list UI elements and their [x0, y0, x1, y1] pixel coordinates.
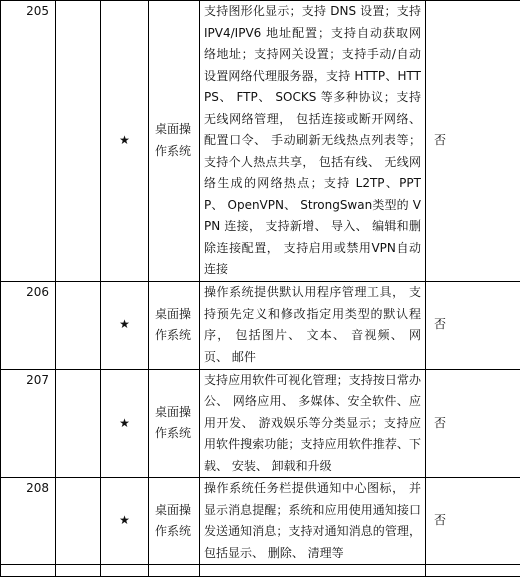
table-row	[1, 478, 520, 565]
response-cell: 否	[426, 1, 520, 282]
response-cell: 否	[426, 478, 520, 565]
category-cell: 桌面操作系统	[149, 281, 200, 369]
response-cell: 否	[426, 281, 520, 369]
category-cell: 桌面操作系统	[149, 1, 200, 282]
blank-cell	[56, 565, 101, 577]
blank-cell	[56, 478, 101, 565]
blank-cell	[426, 565, 520, 577]
blank-cell	[101, 565, 149, 577]
blank-cell	[200, 565, 426, 577]
description-cell: 支持图形化显示；支持 DNS 设置；支持 IPV4/IPV6 地址配置；支持自动获取网络地址；支持网关设置；支持手动/自动设置网络代理服务器，支持 HTTP、HTTPS、 FTP、 SOCKS 等多种协议；支持无线网络管理， 包括连接或断开网络、 配置口令、 手动刷新无线热点列表等；支持个人热点共享， 包括有线、 无线网络生成的网络热点；支持 L2TP、PPTP、 OpenVPN、 StrongSwan类型的 VPN 连接， 支持新增、 导入、 编辑和删除连接配置， 支持启用或禁用VPN自动连接	[200, 1, 426, 282]
description-cell: 操作系统任务栏提供通知中心图标， 并显示消息提醒；系统和应用使用通知接口发送通知消息；支持对通知消息的管理，包括显示、 删除、 清理等	[200, 478, 426, 565]
blank-cell	[56, 1, 101, 282]
table-row	[1, 369, 520, 478]
item-number: 207	[1, 369, 56, 478]
star-mark-icon: ★	[101, 281, 149, 369]
blank-cell	[56, 281, 101, 369]
blank-cell	[56, 369, 101, 478]
category-cell: 桌面操作系统	[149, 369, 200, 478]
response-cell: 否	[426, 369, 520, 478]
star-mark-icon: ★	[101, 369, 149, 478]
star-mark-icon: ★	[101, 1, 149, 282]
item-number: 205	[1, 1, 56, 282]
table-row	[1, 1, 520, 282]
table-row-partial	[1, 565, 520, 577]
item-number: 208	[1, 478, 56, 565]
description-cell: 支持应用软件可视化管理；支持按日常办公、 网络应用、 多媒体、安全软件、应用开发、 游戏娱乐等分类显示；支持应用软件搜索功能；支持应用软件推荐、下载、 安装、 卸载和升级	[200, 369, 426, 478]
category-cell: 桌面操作系统	[149, 478, 200, 565]
blank-cell	[149, 565, 200, 577]
item-number: 206	[1, 281, 56, 369]
star-mark-icon: ★	[101, 478, 149, 565]
blank-cell	[1, 565, 56, 577]
description-cell: 操作系统提供默认用程序管理工具， 支持预先定义和修改指定用类型的默认程序， 包括图片、 文本、 音视频、 网页、 邮件	[200, 281, 426, 369]
table-row	[1, 281, 520, 369]
